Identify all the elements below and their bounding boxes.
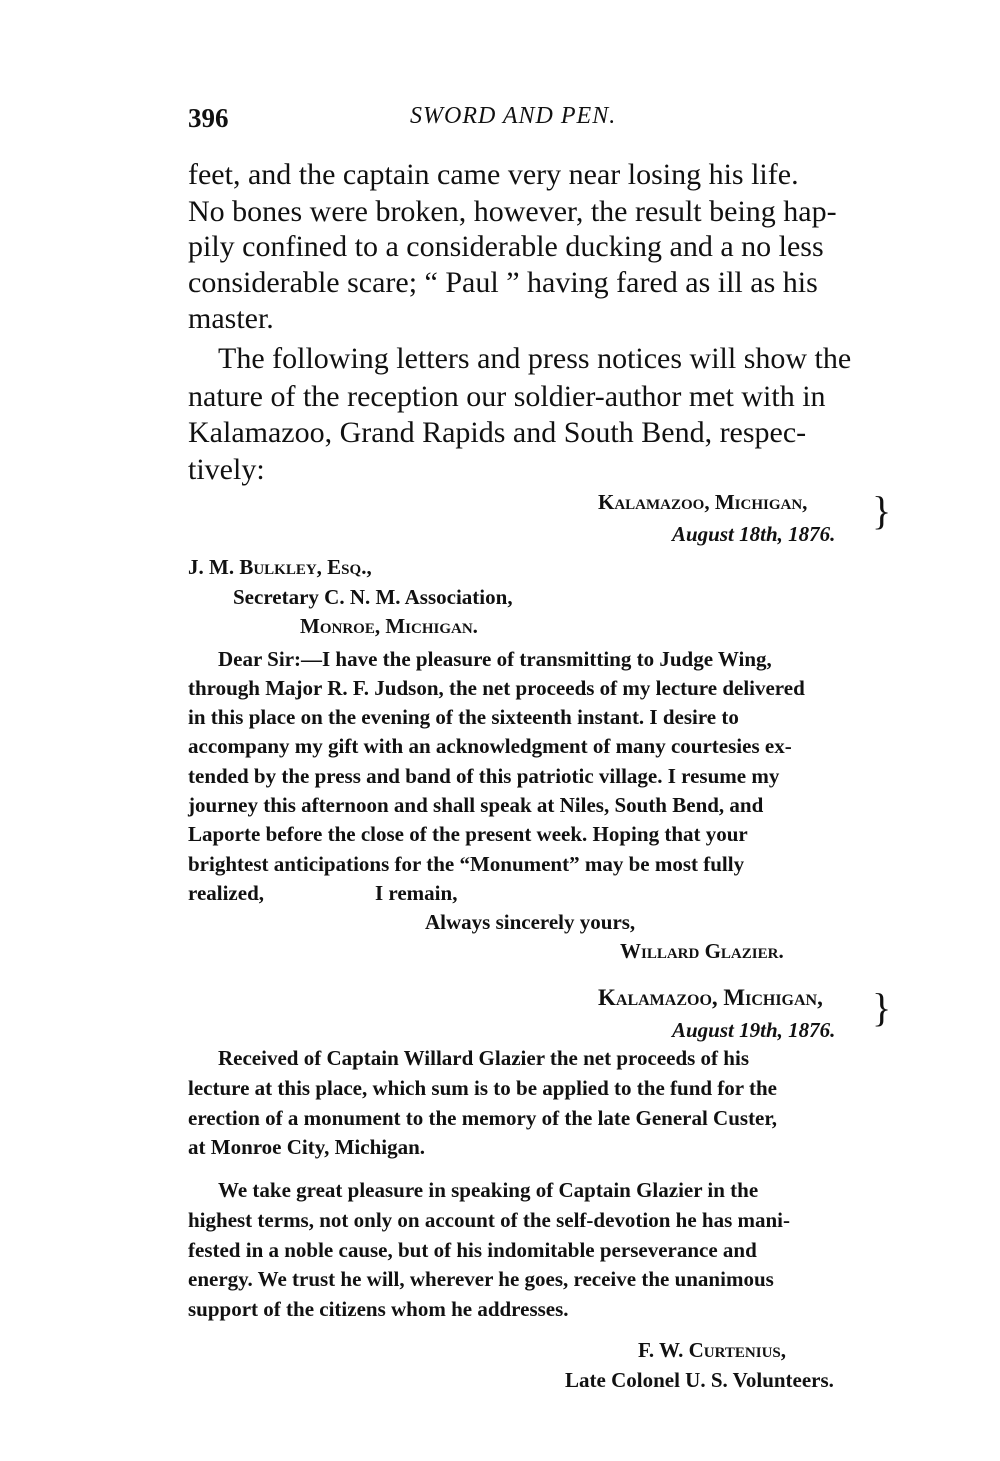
letter-place: Kalamazoo, Michigan, — [598, 985, 823, 1010]
addressee: J. M. Bulkley, Esq., — [188, 555, 372, 579]
text-line: brightest anticipations for the “Monument” may be most fully — [188, 852, 745, 876]
text-line: Received of Captain Willard Glazier the net proceeds of his — [218, 1046, 749, 1070]
text-line: We take great pleasure in speaking of Captain Glazier in the — [218, 1178, 759, 1202]
text-line: fested in a noble cause, but of his indomitable perseverance and — [188, 1238, 757, 1262]
text-line: in this place on the evening of the sixteenth instant. I desire to — [188, 705, 739, 729]
text-line: No bones were broken, however, the result being hap- — [188, 195, 837, 228]
text-line: tively: — [188, 453, 265, 486]
letter-date: August 18th, 1876. — [672, 522, 836, 546]
addressee-title: Secretary C. N. M. Association, — [233, 585, 513, 609]
addressee-address: Monroe, Michigan. — [300, 614, 478, 638]
text-line: tended by the press and band of this patriotic village. I resume my — [188, 764, 780, 788]
letter-date: August 19th, 1876. — [672, 1018, 836, 1042]
brace-icon: } — [872, 488, 892, 533]
text-line: Kalamazoo, Grand Rapids and South Bend, respec- — [188, 416, 807, 449]
text-line: highest terms, not only on account of the self-devotion he has mani- — [188, 1208, 790, 1232]
text-line: feet, and the captain came very near losing his life. — [188, 158, 799, 191]
text-line: support of the citizens whom he addresses. — [188, 1297, 569, 1321]
signature: Willard Glazier. — [620, 939, 784, 963]
text-line: Dear Sir:—I have the pleasure of transmitting to Judge Wing, — [218, 647, 772, 671]
text-line: through Major R. F. Judson, the net proceeds of my lecture delivered — [188, 676, 805, 700]
text-line: nature of the reception our soldier-author met with in — [188, 380, 826, 413]
page-number: 396 — [188, 103, 229, 133]
running-title: SWORD AND PEN. — [410, 103, 617, 129]
text-line: considerable scare; “ Paul ” having fared as ill as his — [188, 266, 818, 299]
text-line: Laporte before the close of the present week. Hoping that your — [188, 822, 748, 846]
text-line: realized, — [188, 881, 265, 905]
text-line: journey this afternoon and shall speak at Niles, South Bend, and — [188, 793, 764, 817]
text-line: accompany my gift with an acknowledgment of many courtesies ex- — [188, 734, 792, 758]
text-line: energy. We trust he will, wherever he goes, receive the unanimous — [188, 1267, 774, 1291]
signature: F. W. Curtenius, — [638, 1338, 787, 1362]
text-line: pily confined to a considerable ducking and a no less — [188, 230, 824, 263]
text-line: erection of a monument to the memory of the late General Custer, — [188, 1106, 778, 1130]
brace-icon: } — [872, 985, 892, 1030]
text-line: master. — [188, 302, 274, 335]
letter-place: Kalamazoo, Michigan, — [598, 490, 808, 514]
text-line: The following letters and press notices will show the — [218, 342, 852, 375]
signature-title: Late Colonel U. S. Volunteers. — [565, 1368, 834, 1392]
text-line: I remain, — [375, 881, 458, 905]
text-line: lecture at this place, which sum is to be applied to the fund for the — [188, 1076, 777, 1100]
closing: Always sincerely yours, — [425, 910, 636, 934]
text-line: at Monroe City, Michigan. — [188, 1135, 426, 1159]
